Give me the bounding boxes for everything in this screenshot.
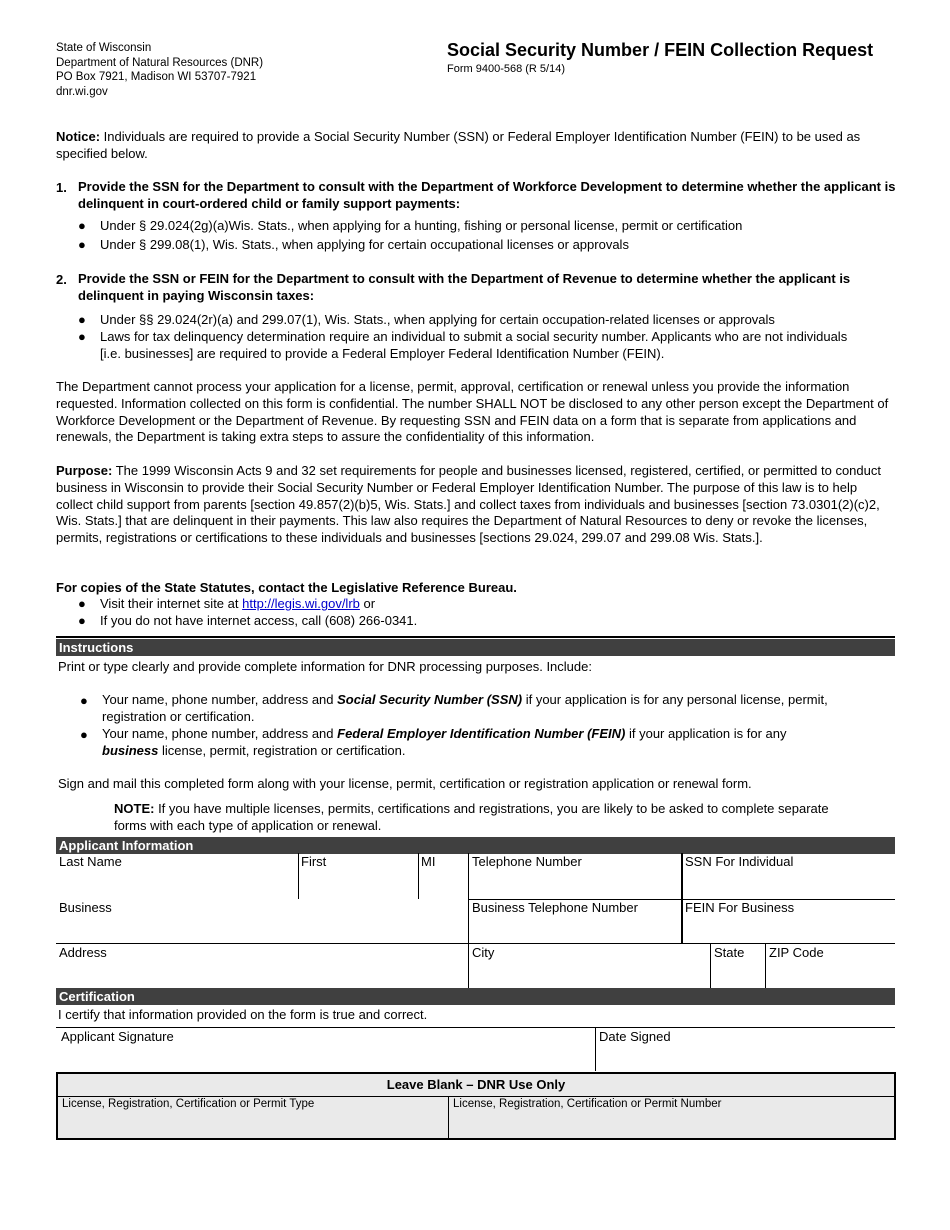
purpose-text: The 1999 Wisconsin Acts 9 and 32 set requirements for people and businesses licensed, registered, certified, or permitted to conduct business in Wisconsin to provide their Social Security Number or Federal Employer Identification Number. The purpose of this law is to help collect child support from parents [section 49.857(2)(b)5, Wis. Stats.] and collect taxes from individuals and businesses [section 73.0301(2)(c)2, Wis. Stats.] that are delinquent in their payments. This law also requires the Department of Natural Resources to deny or revoke the licenses, permits, registrations or certifications to these individuals and businesses [sections 29.024, 299.07 and 299.08 Wis. Stats.]. bbox=[56, 463, 881, 546]
instructions-sign: Sign and mail this completed form along with your license, permit, certification or registration application or renewal form. bbox=[58, 776, 752, 791]
first-name-field[interactable]: First bbox=[301, 854, 327, 869]
grid-line bbox=[418, 853, 419, 899]
ssn-field[interactable]: SSN For Individual bbox=[685, 854, 794, 869]
item-heading: Provide the SSN for the Department to consult with the Department of Workforce Development to determine whether the applicant is delinquent in court-ordered child or family support payments: bbox=[78, 179, 896, 211]
notice-label: Notice: bbox=[56, 129, 101, 144]
bullet-icon: ● bbox=[78, 312, 86, 327]
bullet-icon: ● bbox=[78, 596, 86, 611]
certification-bar: Certification bbox=[56, 988, 895, 1005]
statutes-call: If you do not have internet access, call (608) 266-0341. bbox=[100, 613, 418, 628]
divider bbox=[56, 636, 895, 638]
form-number: Form 9400-568 (R 5/14) bbox=[447, 63, 565, 75]
notice-paragraph bbox=[56, 129, 896, 163]
statutes-visit: Visit their internet site at http://legis.wi.gov/lrb or bbox=[100, 596, 376, 611]
date-signed-field[interactable]: Date Signed bbox=[599, 1029, 671, 1044]
form-title: Social Security Number / FEIN Collection Request bbox=[447, 40, 874, 60]
purpose-paragraph bbox=[56, 463, 896, 547]
instructions-bullet-ssn: Your name, phone number, address and Social Security Number (SSN) if your application is for any personal license, permit, registration or certification. bbox=[102, 692, 828, 724]
business-telephone-field[interactable]: Business Telephone Number bbox=[472, 900, 638, 915]
applicant-bar: Applicant Information bbox=[56, 837, 895, 854]
agency-block bbox=[56, 41, 263, 99]
grid-line bbox=[765, 943, 766, 988]
item-bullet: Under §§ 29.024(2r)(a) and 299.07(1), Wis. Stats., when applying for certain occupation-related licenses or approvals bbox=[100, 312, 775, 327]
dnr-use-heading: Leave Blank – DNR Use Only bbox=[58, 1074, 894, 1097]
dnr-use-box bbox=[56, 1072, 896, 1140]
telephone-field[interactable]: Telephone Number bbox=[472, 854, 582, 869]
agency-department: Department of Natural Resources (DNR) bbox=[56, 56, 264, 69]
item-bullet: Laws for tax delinquency determination require an individual to submit a social security number. Applicants who are not individuals [i.e. businesses] are required to provide a Federal Employer Federal Identification Number (FEIN). bbox=[100, 329, 848, 361]
instructions-bar: Instructions bbox=[56, 639, 895, 656]
grid-line bbox=[468, 853, 469, 988]
item-heading: Provide the SSN or FEIN for the Department to consult with the Department of Revenue to determine whether the applicant is delinquent in paying Wisconsin taxes: bbox=[78, 271, 851, 303]
item-number: 2. bbox=[56, 272, 67, 287]
bullet-icon: ● bbox=[80, 693, 88, 708]
item-number: 1. bbox=[56, 180, 67, 195]
applicant-signature-field[interactable]: Applicant Signature bbox=[61, 1029, 174, 1044]
bullet-icon: ● bbox=[78, 218, 86, 233]
bullet-icon: ● bbox=[78, 329, 86, 344]
address-field[interactable]: Address bbox=[59, 945, 107, 960]
item-bullet: Under § 29.024(2g)(a)Wis. Stats., when applying for a hunting, fishing or personal license, permit or certification bbox=[100, 218, 743, 233]
note-text: If you have multiple licenses, permits, certifications and registrations, you are likely to be asked to complete separate forms with each type of application or renewal. bbox=[114, 801, 829, 833]
fein-field[interactable]: FEIN For Business bbox=[685, 900, 795, 915]
bullet-icon: ● bbox=[80, 727, 88, 742]
bullet-icon: ● bbox=[78, 613, 86, 628]
note-label: NOTE: bbox=[114, 801, 155, 816]
certification-statement: I certify that information provided on the form is true and correct. bbox=[58, 1007, 428, 1022]
statutes-heading: For copies of the State Statutes, contact the Legislative Reference Bureau. bbox=[56, 580, 517, 595]
instructions-note bbox=[114, 801, 834, 835]
permit-type-field: License, Registration, Certification or Permit Type bbox=[58, 1096, 449, 1138]
lrb-link[interactable]: http://legis.wi.gov/lrb bbox=[242, 596, 360, 611]
business-field[interactable]: Business bbox=[59, 900, 112, 915]
instructions-intro: Print or type clearly and provide complete information for DNR processing purposes. Include: bbox=[58, 659, 592, 674]
state-field[interactable]: State bbox=[714, 945, 745, 960]
agency-address: PO Box 7921, Madison WI 53707-7921 bbox=[56, 71, 257, 83]
notice-text: Individuals are required to provide a Social Security Number (SSN) or Federal Employer Identification Number (FEIN) to be used as specified below. bbox=[56, 129, 861, 161]
permit-number-field: License, Registration, Certification or Permit Number bbox=[453, 1098, 722, 1110]
bullet-icon: ● bbox=[78, 237, 86, 252]
agency-state: State of Wisconsin bbox=[56, 42, 152, 54]
instructions-bullet-fein: Your name, phone number, address and Federal Employer Identification Number (FEIN) if your application is for any business license, permit, registration or certification. bbox=[102, 726, 787, 758]
purpose-label: Purpose: bbox=[56, 463, 113, 478]
grid-line bbox=[595, 1027, 596, 1071]
city-field[interactable]: City bbox=[472, 945, 495, 960]
agency-website: dnr.wi.gov bbox=[56, 85, 108, 98]
item-bullet: Under § 299.08(1), Wis. Stats., when applying for certain occupational licenses or approvals bbox=[100, 237, 629, 252]
grid-line bbox=[710, 943, 711, 988]
last-name-field[interactable]: Last Name bbox=[59, 854, 122, 869]
confidentiality-paragraph: The Department cannot process your application for a license, permit, approval, certification or renewal unless you provide the information requested. Information collected on this form is confidential. The number SHALL NOT be disclosed to any other person except the Department of Workforce Development or the Department of Revenue. By requesting SSN and FEIN data on a form that is separate from applications and renewals, the Department is taking extra steps to assure the confidentiality of this information. bbox=[56, 379, 889, 445]
grid-line bbox=[681, 853, 683, 943]
zip-field[interactable]: ZIP Code bbox=[769, 945, 824, 960]
grid-line bbox=[298, 853, 299, 899]
middle-initial-field[interactable]: MI bbox=[421, 854, 436, 869]
grid-line bbox=[56, 943, 895, 944]
